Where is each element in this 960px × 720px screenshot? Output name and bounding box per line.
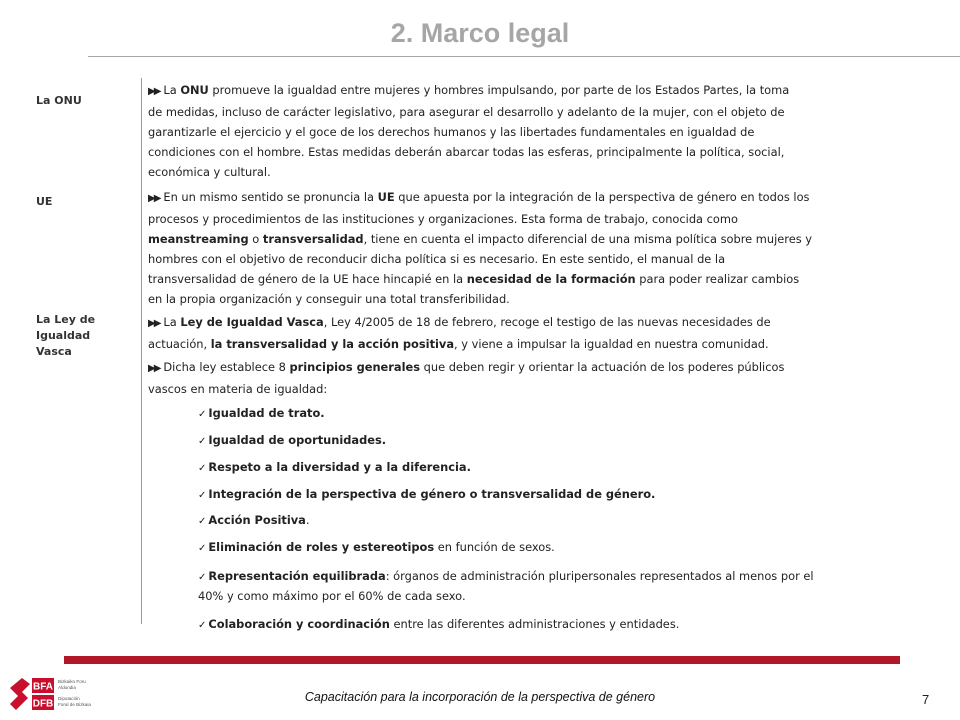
- checkmark-icon: ✓: [198, 572, 207, 583]
- onu-line-3: garantizarle el ejercicio y el goce de los derechos humanos y las libertades fundamentales en igualdad de: [148, 125, 755, 139]
- principios-line-1: ▶▶ Dicha ley establece 8 principios generales que deben regir y orientar la actuación de los poderes públicos: [148, 360, 785, 374]
- double-arrow-icon: ▶▶: [148, 363, 160, 374]
- logo-text-1: Bizkaiko Foru: [58, 679, 86, 684]
- list-item-continuation: 40% y como máximo por el 60% de cada sexo.: [198, 589, 466, 603]
- checkmark-icon: ✓: [198, 516, 207, 527]
- list-item: ✓ Representación equilibrada: órganos de administración pluripersonales representados al menos por el: [198, 569, 814, 583]
- ley-line-2: actuación, la transversalidad y la acción positiva, y viene a impulsar la igualdad en nuestra comunidad.: [148, 337, 769, 351]
- onu-line-1: ▶▶ La ONU promueve la igualdad entre mujeres y hombres impulsando, por parte de los Estados Partes, la toma: [148, 83, 790, 97]
- list-item: ✓ Integración de la perspectiva de género o transversalidad de género.: [198, 487, 656, 501]
- double-arrow-icon: ▶▶: [148, 193, 160, 204]
- logo-text-3: Diputación: [58, 696, 80, 701]
- onu-paragraph: [148, 80, 938, 182]
- page-number: 7: [922, 692, 930, 707]
- page-title: 2. Marco legal: [390, 18, 570, 48]
- side-label-ue: UE: [36, 195, 53, 208]
- onu-line-5: económica y cultural.: [148, 165, 271, 179]
- ue-line-6: en la propia organización y conseguir una total transferibilidad.: [148, 292, 510, 306]
- ue-line-3: meanstreaming o transversalidad, tiene en cuenta el impacto diferencial de una misma política sobre mujeres y: [148, 232, 813, 246]
- checkmark-icon: ✓: [198, 620, 207, 631]
- ley-line-1: ▶▶ La Ley de Igualdad Vasca, Ley 4/2005 de 18 de febrero, recoge el testigo de las nuevas necesidades de: [148, 315, 771, 329]
- checkmark-icon: ✓: [198, 436, 207, 447]
- list-item: ✓ Igualdad de oportunidades.: [198, 433, 387, 447]
- logo-text-2: Aldundia: [58, 685, 76, 690]
- ue-line-4: hombres con el objetivo de reconducir dicha política si es necesario. En este sentido, el manual de la: [148, 252, 726, 266]
- ue-paragraph: [148, 187, 938, 309]
- side-label-ley-line1: La Ley de: [36, 313, 96, 326]
- principios-paragraph: [148, 357, 938, 399]
- logo-text-4: Foral de Bizkaia: [58, 702, 91, 707]
- footer-text: Capacitación para la incorporación de la perspectiva de género: [304, 690, 656, 704]
- list-item: ✓ Acción Positiva.: [198, 513, 310, 527]
- vertical-divider: [141, 78, 142, 624]
- double-arrow-icon: ▶▶: [148, 86, 160, 97]
- double-arrow-icon: ▶▶: [148, 318, 160, 329]
- ue-line-5: transversalidad de género de la UE hace hincapié en la necesidad de la formación para poder realizar cambios: [148, 272, 800, 286]
- list-item: ✓ Eliminación de roles y estereotipos en función de sexos.: [198, 540, 555, 554]
- side-label-onu: La ONU: [36, 94, 82, 107]
- checkmark-icon: ✓: [198, 409, 207, 420]
- side-label-ley: [36, 312, 95, 360]
- logo-abbr-bfa: BFA: [33, 681, 53, 693]
- onu-line-2: de medidas, incluso de carácter legislativo, para asegurar el desarrollo y adelanto de la mujer, con el objeto de: [148, 105, 785, 119]
- title-divider: [88, 56, 960, 57]
- list-item: ✓ Respeto a la diversidad y a la diferencia.: [198, 460, 471, 474]
- side-label-ley-line2: Igualdad: [36, 329, 91, 342]
- footer-accent-bar: [64, 656, 900, 664]
- onu-line-4: condiciones con el hombre. Estas medidas deberán abarcar todas las esferas, principalmente la política, social,: [148, 145, 785, 159]
- ue-line-2: procesos y procedimientos de las instituciones y organizaciones. Esta forma de trabajo, conocida como: [148, 212, 738, 226]
- principios-line-2: vascos en materia de igualdad:: [148, 382, 328, 396]
- checkmark-icon: ✓: [198, 490, 207, 501]
- logo-abbr-dfb: DFB: [32, 698, 54, 710]
- list-item: ✓ Igualdad de trato.: [198, 406, 325, 420]
- ley-paragraph: [148, 312, 938, 354]
- checkmark-icon: ✓: [198, 543, 207, 554]
- ue-line-1: ▶▶ En un mismo sentido se pronuncia la UE que apuesta por la integración de la perspectiva de género en todos los: [148, 190, 810, 204]
- checkmark-icon: ✓: [198, 463, 207, 474]
- list-item: ✓ Colaboración y coordinación entre las diferentes administraciones y entidades.: [198, 617, 680, 631]
- side-label-ley-line3: Vasca: [36, 345, 72, 358]
